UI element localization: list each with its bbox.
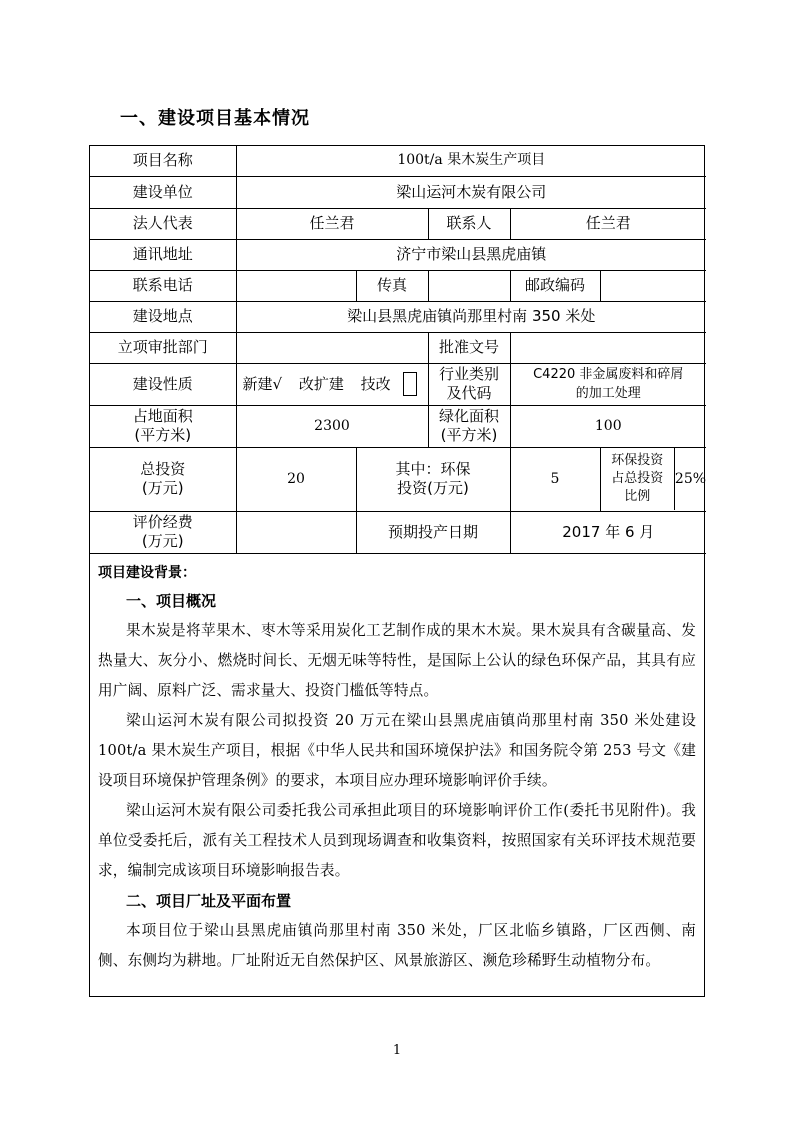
industry-value-line2: 的加工处理 [575, 386, 641, 401]
eval-fee-label-line2: (万元) [141, 532, 184, 550]
site-layout-paragraph: 本项目位于梁山县黑虎庙镇尚那里村南 350 米处，厂区北临乡镇路，厂区西侧、南侧、东侧均为耕地。厂址附近无自然保护区、风景旅游区、濒危珍稀野生动植物分布。 [98, 921, 696, 969]
nature-expand: 改扩建 [298, 374, 344, 393]
row-area [90, 405, 706, 447]
row-legal-rep [90, 208, 706, 239]
builder-label: 建设单位 [90, 176, 236, 208]
start-date-label: 预期投产日期 [356, 511, 510, 553]
project-name-label: 项目名称 [90, 146, 236, 176]
green-label [428, 405, 510, 447]
row-site [90, 301, 706, 332]
section-title: 一、建设项目基本情况 [120, 108, 310, 129]
overview-heading: 一、项目概况 [126, 591, 217, 610]
row-phone [90, 270, 706, 301]
legal-rep-value: 任兰君 [236, 208, 428, 239]
row-eval-fee [90, 511, 706, 553]
invest-value: 20 [236, 447, 356, 511]
row-nature [90, 363, 706, 405]
ratio-label-line2: 占总投资 [611, 471, 664, 486]
postcode-value [600, 270, 706, 301]
area-label [90, 405, 236, 447]
site-label: 建设地点 [90, 301, 236, 332]
nature-tech-checkbox [403, 372, 417, 396]
industry-value-line1: C4220 非金属废料和碎屑 [533, 367, 684, 382]
address-label: 通讯地址 [90, 239, 236, 270]
overview-paragraph-2: 梁山运河木炭有限公司拟投资 20 万元在梁山县黑虎庙镇尚那里村南 350 米处建设 100t/a 果木炭生产项目，根据《中华人民共和国环境保护法》和国务院令第 253 号文《建设项目环境保护管理条例》的要求，本项目应办理环境影响评价手续。 [98, 711, 696, 789]
approval-dept-label: 立项审批部门 [90, 332, 236, 363]
row-approval [90, 332, 706, 363]
eval-fee-label [90, 511, 236, 553]
eval-fee-label-line1: 评价经费 [132, 513, 193, 531]
green-label-line2: (平方米) [440, 426, 498, 444]
fax-label: 传真 [356, 270, 428, 301]
address-value: 济宁市梁山县黑虎庙镇 [236, 239, 706, 270]
contact-value: 任兰君 [510, 208, 706, 239]
row-investment [90, 447, 706, 511]
overview-paragraph-3: 梁山运河木炭有限公司委托我公司承担此项目的环境影响评价工作(委托书见附件)。我单位受委托后，派有关工程技术人员到现场调查和收集资料，按照国家有关环评技术规范要求，编制完成该项目环境影响报告表。 [98, 801, 696, 879]
nature-label: 建设性质 [90, 363, 236, 405]
eval-fee-value [236, 511, 356, 553]
row-builder [90, 176, 706, 208]
phone-value [236, 270, 356, 301]
site-layout-heading: 二、项目厂址及平面布置 [126, 891, 292, 910]
row-project-name [90, 146, 706, 176]
env-invest-label-line2: 投资(万元) [397, 479, 469, 497]
nature-tech: 技改 [360, 374, 391, 393]
project-info-frame [89, 145, 705, 997]
ratio-label [601, 448, 675, 510]
contact-label: 联系人 [428, 208, 510, 239]
legal-rep-label: 法人代表 [90, 208, 236, 239]
industry-label-line2: 及代码 [446, 384, 492, 402]
industry-label-line1: 行业类别 [438, 365, 499, 383]
area-label-line2: (平方米) [134, 426, 192, 444]
site-value: 梁山县黑虎庙镇尚那里村南 350 米处 [236, 301, 706, 332]
approval-no-label: 批准文号 [428, 332, 510, 363]
area-label-line1: 占地面积 [132, 407, 193, 425]
approval-dept-value [236, 332, 428, 363]
nature-new: 新建√ [242, 374, 283, 393]
project-info-table [90, 146, 706, 554]
page-number: 1 [392, 1043, 402, 1058]
green-label-line1: 绿化面积 [438, 407, 499, 425]
env-invest-value: 5 [510, 447, 600, 511]
builder-value: 梁山运河木炭有限公司 [236, 176, 706, 208]
green-value: 100 [510, 405, 706, 447]
phone-label: 联系电话 [90, 270, 236, 301]
approval-no-value [510, 332, 706, 363]
project-name-value: 100t/a 果木炭生产项目 [236, 146, 706, 176]
invest-label-line1: 总投资 [140, 460, 186, 478]
nature-options [236, 363, 428, 405]
industry-value [510, 363, 706, 405]
project-background [90, 554, 704, 976]
env-invest-label [356, 447, 510, 511]
overview-paragraph-1: 果木炭是将苹果木、枣木等采用炭化工艺制作成的果木木炭。果木炭具有含碳量高、发热量大、灰分小、燃烧时间长、无烟无味等特性，是国际上公认的绿色环保产品，其具有应用广阔、原料广泛、需求量大、投资门槛低等特点。 [98, 621, 696, 699]
ratio-label-line1: 环保投资 [611, 453, 664, 468]
postcode-label: 邮政编码 [510, 270, 600, 301]
start-date-value: 2017 年 6 月 [510, 511, 706, 553]
ratio-value: 25% [674, 470, 707, 487]
env-invest-label-line1: 其中：环保 [395, 460, 471, 478]
row-address [90, 239, 706, 270]
ratio-label-line3: 比例 [624, 489, 651, 504]
invest-label [90, 447, 236, 511]
area-value: 2300 [236, 405, 428, 447]
invest-label-line2: (万元) [141, 479, 184, 497]
fax-value [428, 270, 510, 301]
background-label: 项目建设背景： [98, 564, 196, 581]
industry-label [428, 363, 510, 405]
ratio-cell [600, 447, 706, 511]
